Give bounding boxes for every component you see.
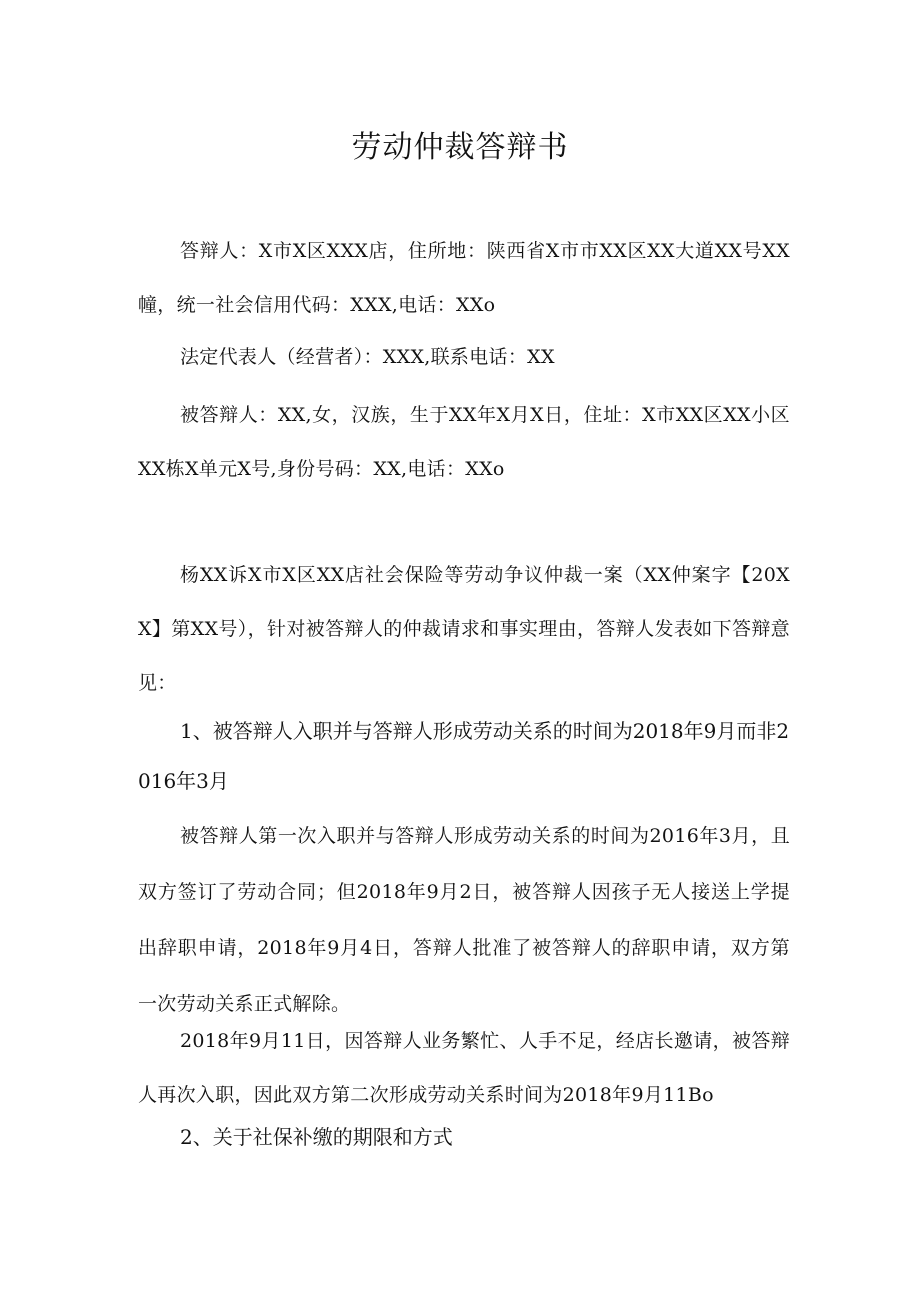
case-intro-paragraph: 杨XX诉X市X区XX店社会保险等劳动争议仲裁一案（XX仲案字【20XX】第XX号），针对被答辩人的仲裁请求和事实理由，答辩人发表如下答辩意见： bbox=[138, 564, 790, 694]
document-title: 劳动仲裁答辩书 bbox=[351, 130, 569, 165]
section-heading-1: 1、被答辩人入职并与答辩人形成劳动关系的时间为2018年9月而非2016年3月 bbox=[138, 719, 790, 793]
respondent-paragraph: 答辩人：X市X区XXX店，住所地：陕西省X市市XX区XX大道XX号XX幢，统一社会信用代码：XXX,电话：XXo bbox=[138, 240, 790, 316]
section-heading-2: 2、关于社保补缴的期限和方式 bbox=[180, 1125, 453, 1149]
legal-representative-paragraph: 法定代表人（经营者）：XXX,联系电话：XX bbox=[180, 346, 555, 368]
applicant-paragraph: 被答辩人：XX,女，汉族，生于XX年X月X日，住址：X市XX区XX小区XX栋X单元X号,身份号码：XX,电话：XXo bbox=[138, 404, 790, 480]
section-1-paragraph-1: 被答辩人第一次入职并与答辩人形成劳动关系的时间为2016年3月，且双方签订了劳动合同；但2018年9月2日，被答辩人因孩子无人接送上学提出辞职申请，2018年9月4日，答辩人批准了被答辩人的辞职申请，双方第一次劳动关系正式解除。 bbox=[138, 825, 790, 1015]
section-1-paragraph-2: 2018年9月11日，因答辩人业务繁忙、人手不足，经店长邀请，被答辩人再次入职，因此双方第二次形成劳动关系时间为2018年9月11Bo bbox=[138, 1030, 790, 1106]
